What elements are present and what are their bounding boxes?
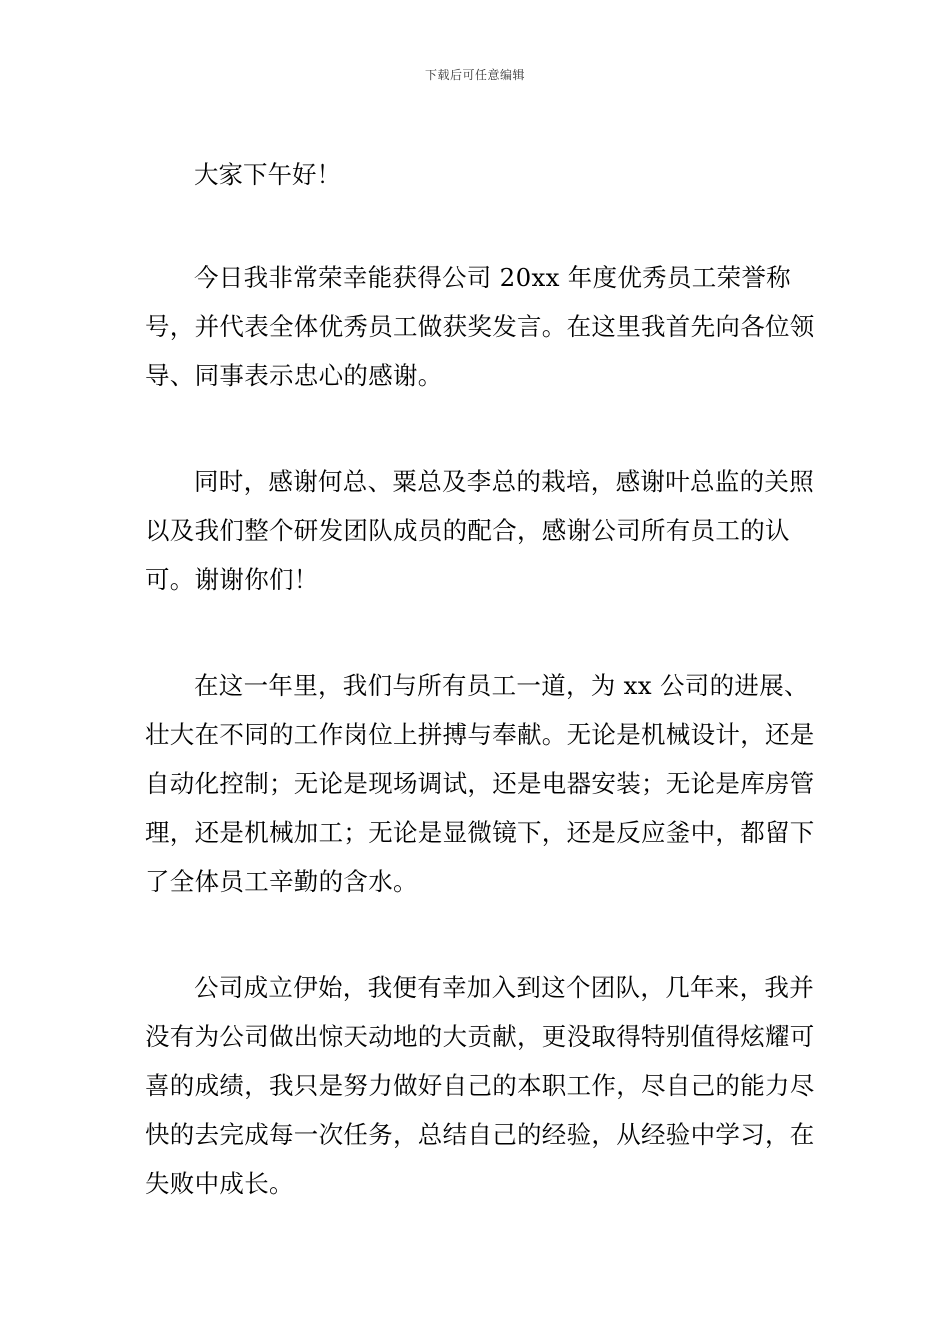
paragraph-3: 在这一年里，我们与所有员工一道，为 xx 公司的进展、壮大在不同的工作岗位上拼搏与奉献。无论是机械设计，还是自动化控制；无论是现场调试，还是电器安装；无论是库房管理，还是机械加工；无论是显微镜下，还是反应釜中，都留下了全体员工辛勤的含水。 <box>145 671 815 896</box>
paragraph-2: 同时，感谢何总、粟总及李总的栽培，感谢叶总监的关照以及我们整个研发团队成员的配合，感谢公司所有员工的认可。谢谢你们！ <box>145 467 814 594</box>
header-note: 下载后可任意编辑 <box>424 68 525 82</box>
paragraph-4: 公司成立伊始，我便有幸加入到这个团队，几年来，我并没有为公司做出惊天动地的大贡献，更没取得特别值得炫耀可喜的成绩，我只是努力做好自己的本职工作，尽自己的能力尽快的去完成每一次任务，总结自己的经验，从经验中学习，在失败中成长。 <box>145 973 815 1198</box>
paragraph-1: 今日我非常荣幸能获得公司 20xx 年度优秀员工荣誉称号，并代表全体优秀员工做获奖发言。在这里我首先向各位领导、同事表示忠心的感谢。 <box>145 263 815 390</box>
document-body <box>145 150 815 1265</box>
greeting: 大家下午好！ <box>194 160 341 189</box>
